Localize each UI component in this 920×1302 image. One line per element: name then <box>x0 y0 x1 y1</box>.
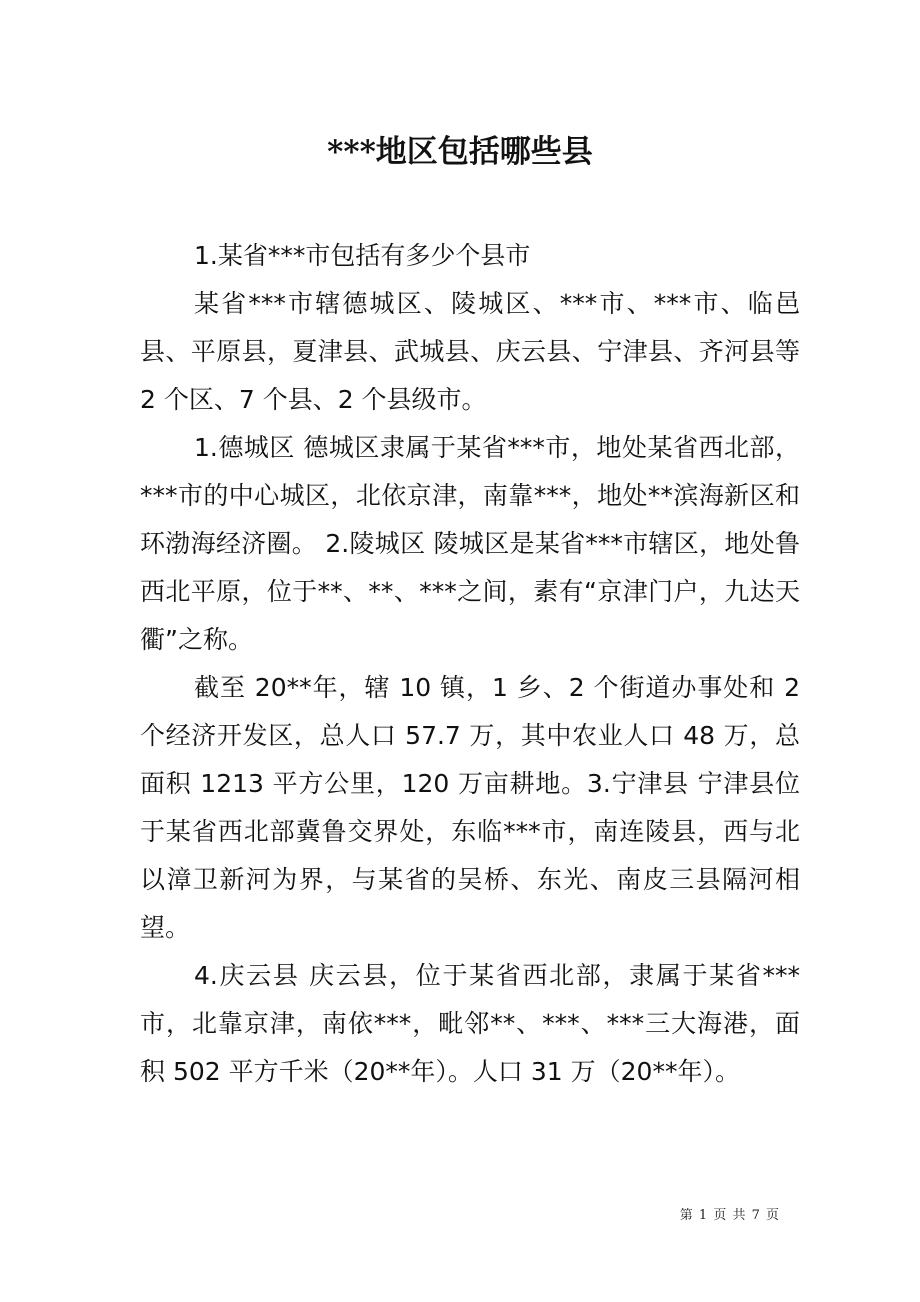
page-number-footer: 第 1 页 共 7 页 <box>679 1208 780 1223</box>
document-body <box>140 232 800 1096</box>
page-title: ***地区包括哪些县 <box>327 134 593 170</box>
paragraph-decheng-lingcheng: 1.德城区 德城区隶属于某省***市，地处某省西北部，***市的中心城区，北依京津，南靠***，地处**滨海新区和环渤海经济圈。 2.陵城区 陵城区是某省***市辖区，地处鲁西北平原，位于**、**、***之间，素有“京津门户，九达天衢”之称。 <box>140 433 800 654</box>
paragraph-district-list: 某省***市辖德城区、陵城区、***市、***市、临邑县、平原县，夏津县、武城县、庆云县、宁津县、齐河县等 2 个区、7 个县、2 个县级市。 <box>140 289 800 414</box>
paragraph-population-ningjin: 截至 20**年，辖 10 镇，1 乡、2 个街道办事处和 2 个经济开发区，总人口 57.7 万，其中农业人口 48 万，总面积 1213 平方公里，120 万亩耕地。3.宁津县 宁津县位于某省西北部冀鲁交界处，东临***市，南连陵县，西与北以漳卫新河为界，与某省的吴桥、东光、南皮三县隔河相望。 <box>140 673 800 942</box>
paragraph-heading-1: 1.某省***市包括有多少个县市 <box>194 241 531 270</box>
paragraph-qingyun: 4.庆云县 庆云县，位于某省西北部，隶属于某省***市，北靠京津，南依***，毗邻**、***、***三大海港，面积 502 平方千米（20**年）。人口 31 万（20**年）。 <box>140 961 800 1086</box>
